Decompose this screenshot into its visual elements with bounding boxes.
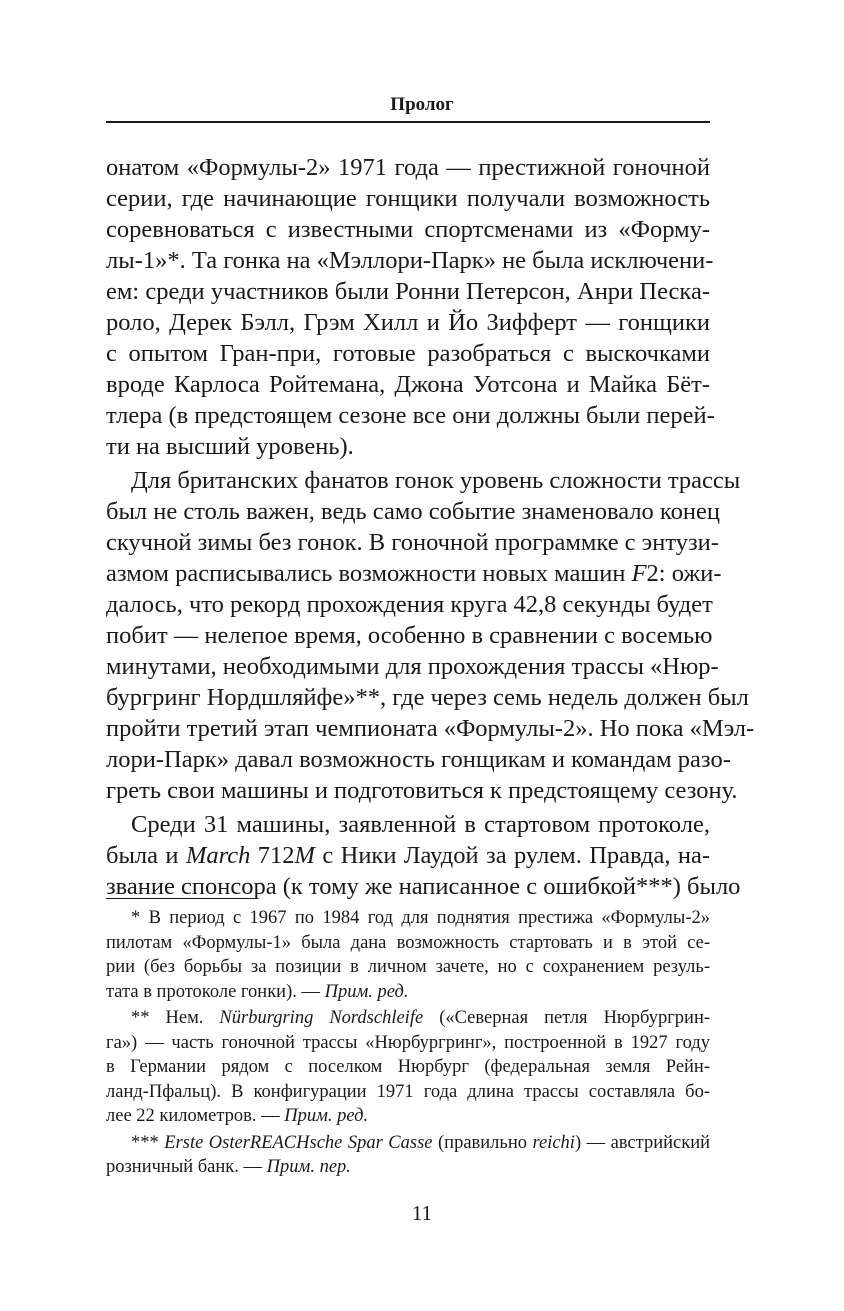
text-line: был не столь важен, ведь само событие знаменовало конец: [106, 498, 720, 525]
paragraph-3: [106, 809, 741, 902]
text-line: лы-1»*. Та гонка на «Мэллори-Парк» не была исключени-: [106, 247, 714, 274]
text-segment: лее 22 километров. —: [106, 1106, 285, 1126]
page-number: 11: [411, 1201, 433, 1225]
text-segment: тата в протоколе гонки). —: [106, 981, 325, 1002]
footnote-line: [106, 1131, 710, 1156]
text-segment: 2: ожи-: [646, 560, 722, 587]
text-line: онатом «Формулы-2» 1971 года — престижной гоночной: [106, 154, 710, 181]
footnote-line: [106, 1104, 710, 1129]
text-line: ем: среди участников были Ронни Петерсон, Анри Песка-: [106, 278, 710, 305]
text-line: ти на высший уровень).: [106, 433, 354, 460]
text-line: Среди 31 машины, заявленной в стартовом протоколе,: [131, 811, 710, 838]
text-line: далось, что рекорд прохождения круга 42,8 секунды будет: [106, 591, 713, 618]
footnote-line: * В период с 1967 по 1984 год для поднятия престижа «Формулы-2»: [131, 908, 710, 928]
editor-note-tag: Прим. ред.: [324, 981, 409, 1002]
editor-note-tag: Прим. ред.: [284, 1106, 369, 1126]
text-line: скучной зимы без гонок. В гоночной программке с энтузи-: [106, 529, 719, 556]
footnote-2: [106, 1006, 710, 1129]
text-segment: была и: [106, 842, 186, 869]
footnote-line: пилотам «Формулы-1» была дана возможность стартовать и в этой се-: [106, 932, 710, 953]
text-segment: азмом расписывались возможности новых машин: [106, 560, 632, 587]
text-line-f2: [106, 558, 722, 589]
footnote-line: ланд-Пфальц). В конфигурации 1971 года длина трассы составляла бо-: [106, 1081, 710, 1102]
footnote-line: [106, 1006, 710, 1031]
text-line: тлера (в предстоящем сезоне все они должны были перей-: [106, 402, 715, 429]
text-line-march: [106, 840, 710, 871]
footnote-line: [106, 980, 710, 1005]
text-line: звание спонсора (к тому же написанное с ошибкой***) было: [106, 873, 741, 900]
translator-note-tag: Прим. пер.: [266, 1157, 351, 1177]
text-line: пройти третий этап чемпионата «Формулы-2». Но пока «Мэл-: [106, 715, 755, 742]
footnote-line: [106, 1155, 710, 1180]
text-segment: (правильно: [432, 1132, 533, 1153]
running-head: Пролог: [390, 94, 454, 115]
italic-f: F: [631, 560, 647, 587]
italic-march: March: [185, 842, 251, 869]
text-line: лори-Парк» давал возможность гонщикам и командам разо-: [106, 746, 731, 773]
text-line: греть свои машины и подготовиться к предстоящему сезону.: [106, 777, 738, 804]
text-segment: с Ники Лаудой за рулем. Правда, на-: [314, 842, 711, 869]
footnote-1: [106, 906, 710, 1004]
text-line: побит — нелепое время, особенно в сравнении с восемью: [106, 622, 713, 649]
main-text: [106, 152, 755, 905]
italic-m: M: [294, 842, 315, 869]
text-line: роло, Дерек Бэлл, Грэм Хилл и Йо Зифферт — гонщики: [106, 309, 710, 336]
footnote-line: га») — часть гоночной трассы «Нюрбургринг», построенной в 1927 году: [106, 1032, 710, 1053]
text-line: бургринг Нордшляйфе»**, где через семь недель должен был: [106, 684, 749, 711]
header-rule: [106, 121, 710, 123]
footnote-line: в Германии рядом с поселком Нюрбург (федеральная земля Рейн-: [106, 1057, 710, 1077]
italic-term: Nürburgring Nordschleife: [219, 1008, 424, 1028]
italic-term: Erste OsterREACHsche Spar Casse: [164, 1132, 433, 1153]
footnote-rule: [106, 898, 257, 899]
footnote-line: рии (без борьбы за позиции в личном зачете, но с сохранением резуль-: [106, 957, 710, 977]
text-segment: розничный банк. —: [106, 1157, 267, 1177]
paragraph-1: [106, 152, 715, 462]
text-line: соревноваться с известными спортсменами из «Форму-: [106, 216, 710, 243]
italic-term: reichi: [532, 1132, 575, 1153]
text-line: Для британских фанатов гонок уровень сложности трассы: [131, 467, 741, 494]
footnotes: [106, 906, 710, 1180]
text-segment: ) — австрийский: [574, 1132, 711, 1153]
text-segment: ** Нем.: [131, 1008, 220, 1028]
footnote-3: [106, 1131, 710, 1180]
text-segment: 712: [250, 842, 295, 869]
text-line: вроде Карлоса Ройтемана, Джона Уотсона и Майка Бёт-: [106, 371, 710, 398]
text-segment: («Северная петля Нюрбургрин-: [423, 1008, 711, 1028]
text-line: с опытом Гран-при, готовые разобраться с выскочками: [106, 340, 710, 367]
text-segment: ***: [131, 1132, 165, 1153]
text-line: серии, где начинающие гонщики получали возможность: [106, 185, 710, 212]
text-line: минутами, необходимыми для прохождения трассы «Нюр-: [106, 653, 719, 680]
paragraph-2: [106, 465, 755, 806]
